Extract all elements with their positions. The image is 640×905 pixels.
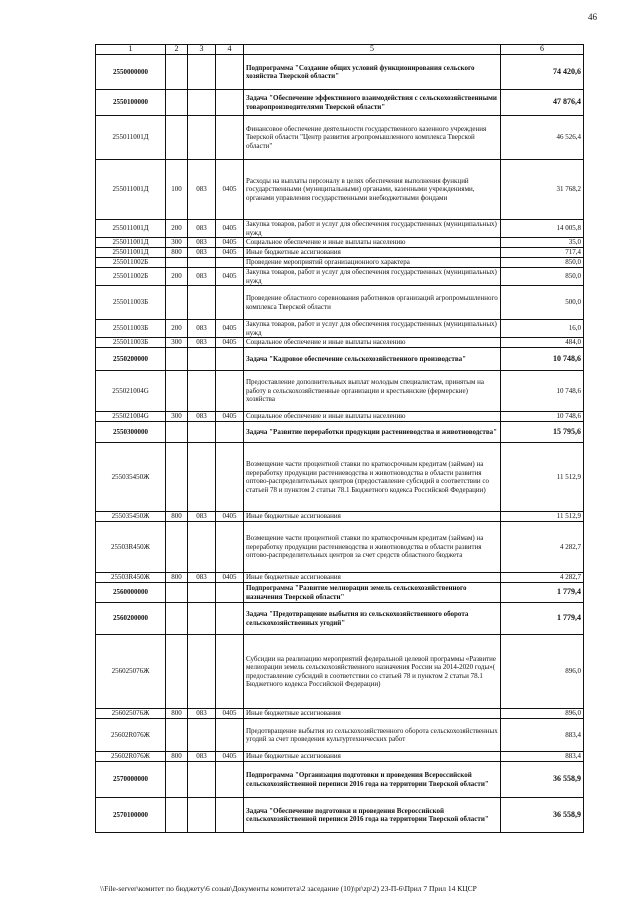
row-description-cell: Финансовое обеспечение деятельности государственного казенного учреждения Тверской области "Центр развития агропромышленного комплекса Тверской области" xyxy=(244,116,501,160)
row-amount-cell: 31 768,2 xyxy=(501,160,584,220)
row-code-cell: 2550000000 xyxy=(96,55,166,90)
row-amount-cell: 896,0 xyxy=(501,635,584,709)
row-section-cell: 083 xyxy=(188,160,216,220)
row-section-cell xyxy=(188,116,216,160)
row-code-cell: 255011003Б xyxy=(96,320,166,338)
table-row xyxy=(96,220,584,238)
row-section-cell: 083 xyxy=(188,338,216,348)
page-number: 46 xyxy=(588,12,597,22)
row-group-cell: 800 xyxy=(166,752,188,762)
row-section-cell xyxy=(188,90,216,116)
row-subsection-cell: 0405 xyxy=(216,238,244,248)
row-code-cell: 255011003Б xyxy=(96,286,166,320)
table-row xyxy=(96,258,584,268)
row-subsection-cell: 0405 xyxy=(216,512,244,522)
row-section-cell xyxy=(188,55,216,90)
row-description-cell: Проведение мероприятий организационного характера xyxy=(244,258,501,268)
row-group-cell xyxy=(166,583,188,603)
row-description-cell: Иные бюджетные ассигнования xyxy=(244,248,501,258)
table-row xyxy=(96,512,584,522)
row-code-cell: 255011001Д xyxy=(96,160,166,220)
row-section-cell: 083 xyxy=(188,220,216,238)
row-description-cell: Иные бюджетные ассигнования xyxy=(244,512,501,522)
row-description-cell: Социальное обеспечение и иные выплаты населению xyxy=(244,238,501,248)
row-amount-cell: 883,4 xyxy=(501,752,584,762)
row-section-cell: 083 xyxy=(188,248,216,258)
row-group-cell xyxy=(166,603,188,635)
row-subsection-cell xyxy=(216,116,244,160)
row-code-cell: 255011001Д xyxy=(96,248,166,258)
row-code-cell: 2550200000 xyxy=(96,348,166,371)
row-section-cell xyxy=(188,422,216,443)
row-group-cell: 800 xyxy=(166,573,188,583)
row-amount-cell: 46 526,4 xyxy=(501,116,584,160)
row-amount-cell: 850,0 xyxy=(501,268,584,286)
row-section-cell xyxy=(188,348,216,371)
row-section-cell xyxy=(188,371,216,412)
row-group-cell: 300 xyxy=(166,238,188,248)
row-description-cell: Предотвращение выбытия из сельскохозяйственного оборота сельскохозяйственных угодий за счет проведения культуртехнических работ xyxy=(244,719,501,752)
row-code-cell: 255035450Ж xyxy=(96,512,166,522)
table-row xyxy=(96,160,584,220)
row-section-cell xyxy=(188,719,216,752)
row-amount-cell: 883,4 xyxy=(501,719,584,752)
row-subsection-cell xyxy=(216,798,244,833)
row-subsection-cell: 0405 xyxy=(216,752,244,762)
row-section-cell: 083 xyxy=(188,709,216,719)
table-row xyxy=(96,338,584,348)
row-group-cell xyxy=(166,798,188,833)
row-section-cell: 083 xyxy=(188,238,216,248)
row-code-cell: 2550100000 xyxy=(96,90,166,116)
table-row xyxy=(96,583,584,603)
table-row xyxy=(96,248,584,258)
table-row xyxy=(96,55,584,90)
row-section-cell xyxy=(188,258,216,268)
row-section-cell xyxy=(188,798,216,833)
row-group-cell: 800 xyxy=(166,709,188,719)
row-code-cell: 256025076Ж xyxy=(96,635,166,709)
table-row xyxy=(96,90,584,116)
row-group-cell: 200 xyxy=(166,220,188,238)
row-description-cell: Закупка товаров, работ и услуг для обеспечения государственных (муниципальных) нужд xyxy=(244,320,501,338)
row-section-cell: 083 xyxy=(188,752,216,762)
row-description-cell: Подпрограмма "Развитие мелиорации земель сельскохозяйственного назначения Тверской области" xyxy=(244,583,501,603)
row-description-cell: Социальное обеспечение и иные выплаты населению xyxy=(244,412,501,422)
row-amount-cell: 11 512,9 xyxy=(501,512,584,522)
row-description-cell: Подпрограмма "Создание общих условий функционирования сельского хозяйства Тверской области" xyxy=(244,55,501,90)
table-row xyxy=(96,709,584,719)
row-description-cell: Иные бюджетные ассигнования xyxy=(244,709,501,719)
row-description-cell: Задача "Кадровое обеспечение сельскохозяйственного производства" xyxy=(244,348,501,371)
row-amount-cell: 484,0 xyxy=(501,338,584,348)
row-subsection-cell xyxy=(216,762,244,798)
row-section-cell xyxy=(188,522,216,573)
row-section-cell xyxy=(188,286,216,320)
row-code-cell: 255021004G xyxy=(96,371,166,412)
column-header: 2 xyxy=(166,45,188,55)
table-row xyxy=(96,286,584,320)
row-section-cell: 083 xyxy=(188,573,216,583)
row-subsection-cell xyxy=(216,371,244,412)
column-header: 3 xyxy=(188,45,216,55)
row-description-cell: Задача "Обеспечение подготовки и проведения Всероссийской сельскохозяйственной переписи 2016 года на территории Тверской области" xyxy=(244,798,501,833)
row-group-cell xyxy=(166,116,188,160)
row-description-cell: Задача "Обеспечение эффективного взаимодействия с сельскохозяйственными товаропроизводителями Тверской области" xyxy=(244,90,501,116)
row-group-cell: 100 xyxy=(166,160,188,220)
table-row xyxy=(96,348,584,371)
row-group-cell xyxy=(166,286,188,320)
row-amount-cell: 10 748,6 xyxy=(501,348,584,371)
row-description-cell: Проведение областного соревнования работников организаций агропромышленного комплекса Тверской области xyxy=(244,286,501,320)
row-code-cell: 25602R076Ж xyxy=(96,719,166,752)
row-amount-cell: 11 512,9 xyxy=(501,443,584,512)
row-description-cell: Возмещение части процентной ставки по краткосрочным кредитам (займам) на переработку продукции растениеводства и животноводства в области развития оптово-распределительных центров (предоставление субсидий в соответствии со статьей 78 и пунктом 2 статьи 78.1 Бюджетного кодекса Российской Федерации) xyxy=(244,443,501,512)
row-amount-cell: 16,0 xyxy=(501,320,584,338)
table-row xyxy=(96,752,584,762)
row-section-cell: 083 xyxy=(188,412,216,422)
row-amount-cell: 15 795,6 xyxy=(501,422,584,443)
column-header: 5 xyxy=(244,45,501,55)
row-group-cell: 200 xyxy=(166,320,188,338)
row-subsection-cell xyxy=(216,522,244,573)
row-description-cell: Задача "Развитие переработки продукции растениеводства и животноводства" xyxy=(244,422,501,443)
table-row xyxy=(96,719,584,752)
row-group-cell xyxy=(166,443,188,512)
row-code-cell: 2560000000 xyxy=(96,583,166,603)
row-amount-cell: 74 420,6 xyxy=(501,55,584,90)
row-subsection-cell xyxy=(216,719,244,752)
column-header: 1 xyxy=(96,45,166,55)
row-section-cell: 083 xyxy=(188,320,216,338)
row-amount-cell: 35,0 xyxy=(501,238,584,248)
row-amount-cell: 1 779,4 xyxy=(501,583,584,603)
row-subsection-cell xyxy=(216,583,244,603)
row-description-cell: Возмещение части процентной ставки по краткосрочным кредитам (займам) на переработку продукции растениеводства и животноводства в области развития оптово-распределительных центров за счет средств областного бюджета xyxy=(244,522,501,573)
table-row xyxy=(96,798,584,833)
row-group-cell xyxy=(166,258,188,268)
row-group-cell xyxy=(166,348,188,371)
row-subsection-cell: 0405 xyxy=(216,709,244,719)
row-code-cell: 2550300000 xyxy=(96,422,166,443)
row-description-cell: Иные бюджетные ассигнования xyxy=(244,573,501,583)
row-code-cell: 255011003Б xyxy=(96,338,166,348)
row-code-cell: 25602R076Ж xyxy=(96,752,166,762)
row-code-cell: 255021004G xyxy=(96,412,166,422)
row-amount-cell: 36 558,9 xyxy=(501,762,584,798)
row-code-cell: 256025076Ж xyxy=(96,709,166,719)
row-section-cell xyxy=(188,762,216,798)
row-description-cell: Социальное обеспечение и иные выплаты населению xyxy=(244,338,501,348)
row-subsection-cell: 0405 xyxy=(216,338,244,348)
row-group-cell: 300 xyxy=(166,338,188,348)
table-row xyxy=(96,371,584,412)
row-description-cell: Субсидии на реализацию мероприятий федеральной целевой программы «Развитие мелиорации земель сельскохозяйственного назначения России на 2014-2020 годы»( предоставление субсидий в соответствии со статьей 78 и пунктом 2 статьи 78.1 Бюджетного кодекса Российской Федерации) xyxy=(244,635,501,709)
row-group-cell xyxy=(166,55,188,90)
row-section-cell xyxy=(188,443,216,512)
row-subsection-cell: 0405 xyxy=(216,412,244,422)
row-code-cell: 255011002Б xyxy=(96,268,166,286)
row-code-cell: 255035450Ж xyxy=(96,443,166,512)
row-description-cell: Задача "Предотвращение выбытия из сельскохозяйственного оборота сельскохозяйственных угодий" xyxy=(244,603,501,635)
row-code-cell: 2570100000 xyxy=(96,798,166,833)
row-subsection-cell xyxy=(216,348,244,371)
row-subsection-cell: 0405 xyxy=(216,248,244,258)
row-subsection-cell: 0405 xyxy=(216,160,244,220)
row-section-cell: 083 xyxy=(188,512,216,522)
row-amount-cell: 4 282,7 xyxy=(501,522,584,573)
table-header-row xyxy=(96,45,584,55)
table-row xyxy=(96,635,584,709)
row-code-cell: 255011002Б xyxy=(96,258,166,268)
table-row xyxy=(96,443,584,512)
row-subsection-cell xyxy=(216,55,244,90)
row-group-cell xyxy=(166,90,188,116)
row-amount-cell: 14 005,8 xyxy=(501,220,584,238)
table-body xyxy=(96,45,584,833)
row-group-cell xyxy=(166,719,188,752)
row-subsection-cell xyxy=(216,286,244,320)
row-group-cell xyxy=(166,635,188,709)
row-group-cell xyxy=(166,522,188,573)
row-subsection-cell: 0405 xyxy=(216,268,244,286)
row-section-cell: 083 xyxy=(188,268,216,286)
table-row xyxy=(96,116,584,160)
column-header: 4 xyxy=(216,45,244,55)
row-amount-cell: 36 558,9 xyxy=(501,798,584,833)
row-code-cell: 255011001Д xyxy=(96,116,166,160)
row-subsection-cell xyxy=(216,635,244,709)
row-amount-cell: 896,0 xyxy=(501,709,584,719)
row-code-cell: 255011001Д xyxy=(96,238,166,248)
row-subsection-cell xyxy=(216,90,244,116)
table-row xyxy=(96,422,584,443)
row-group-cell xyxy=(166,762,188,798)
row-description-cell: Иные бюджетные ассигнования xyxy=(244,752,501,762)
row-amount-cell: 47 876,4 xyxy=(501,90,584,116)
table-row xyxy=(96,238,584,248)
row-subsection-cell: 0405 xyxy=(216,220,244,238)
row-section-cell xyxy=(188,603,216,635)
row-amount-cell: 717,4 xyxy=(501,248,584,258)
footer-file-path: \\File-server\комитет по бюджету\6 созыв\Документы комитета\2 заседание (10)\pr\zp\2) 23-П-6\Прил 7 Прил 14 КЦСР xyxy=(100,884,477,893)
budget-table xyxy=(95,44,584,833)
row-description-cell: Закупка товаров, работ и услуг для обеспечения государственных (муниципальных) нужд xyxy=(244,268,501,286)
row-section-cell xyxy=(188,635,216,709)
row-group-cell: 800 xyxy=(166,512,188,522)
row-subsection-cell xyxy=(216,603,244,635)
table-row xyxy=(96,762,584,798)
row-description-cell: Предоставление дополнительных выплат молодым специалистам, принятым на работу в сельскохозяйственные организации и крестьянские (фермерские) хозяйства xyxy=(244,371,501,412)
row-amount-cell: 10 748,6 xyxy=(501,412,584,422)
row-description-cell: Закупка товаров, работ и услуг для обеспечения государственных (муниципальных) нужд xyxy=(244,220,501,238)
row-group-cell: 200 xyxy=(166,268,188,286)
row-description-cell: Расходы на выплаты персоналу в целях обеспечения выполнения функций государственными (муниципальными) органами, казенными учреждениями, органами управления государственными внебюджетными фондами xyxy=(244,160,501,220)
table-row xyxy=(96,412,584,422)
column-header: 6 xyxy=(501,45,584,55)
table-row xyxy=(96,320,584,338)
table-row xyxy=(96,268,584,286)
row-code-cell: 2570000000 xyxy=(96,762,166,798)
table-row xyxy=(96,573,584,583)
row-subsection-cell: 0405 xyxy=(216,573,244,583)
row-section-cell xyxy=(188,583,216,603)
row-subsection-cell xyxy=(216,443,244,512)
row-description-cell: Подпрограмма "Организация подготовки и проведения Всероссийской сельскохозяйственной переписи 2016 года на территории Тверской области" xyxy=(244,762,501,798)
row-group-cell xyxy=(166,371,188,412)
row-subsection-cell: 0405 xyxy=(216,320,244,338)
row-code-cell: 2560200000 xyxy=(96,603,166,635)
row-code-cell: 25503R450Ж xyxy=(96,522,166,573)
row-code-cell: 25503R450Ж xyxy=(96,573,166,583)
row-amount-cell: 1 779,4 xyxy=(501,603,584,635)
row-group-cell: 800 xyxy=(166,248,188,258)
row-code-cell: 255011001Д xyxy=(96,220,166,238)
row-subsection-cell xyxy=(216,258,244,268)
row-amount-cell: 4 282,7 xyxy=(501,573,584,583)
row-subsection-cell xyxy=(216,422,244,443)
row-amount-cell: 500,0 xyxy=(501,286,584,320)
row-group-cell xyxy=(166,422,188,443)
row-amount-cell: 850,0 xyxy=(501,258,584,268)
table-row xyxy=(96,603,584,635)
table-row xyxy=(96,522,584,573)
row-amount-cell: 10 748,6 xyxy=(501,371,584,412)
row-group-cell: 300 xyxy=(166,412,188,422)
